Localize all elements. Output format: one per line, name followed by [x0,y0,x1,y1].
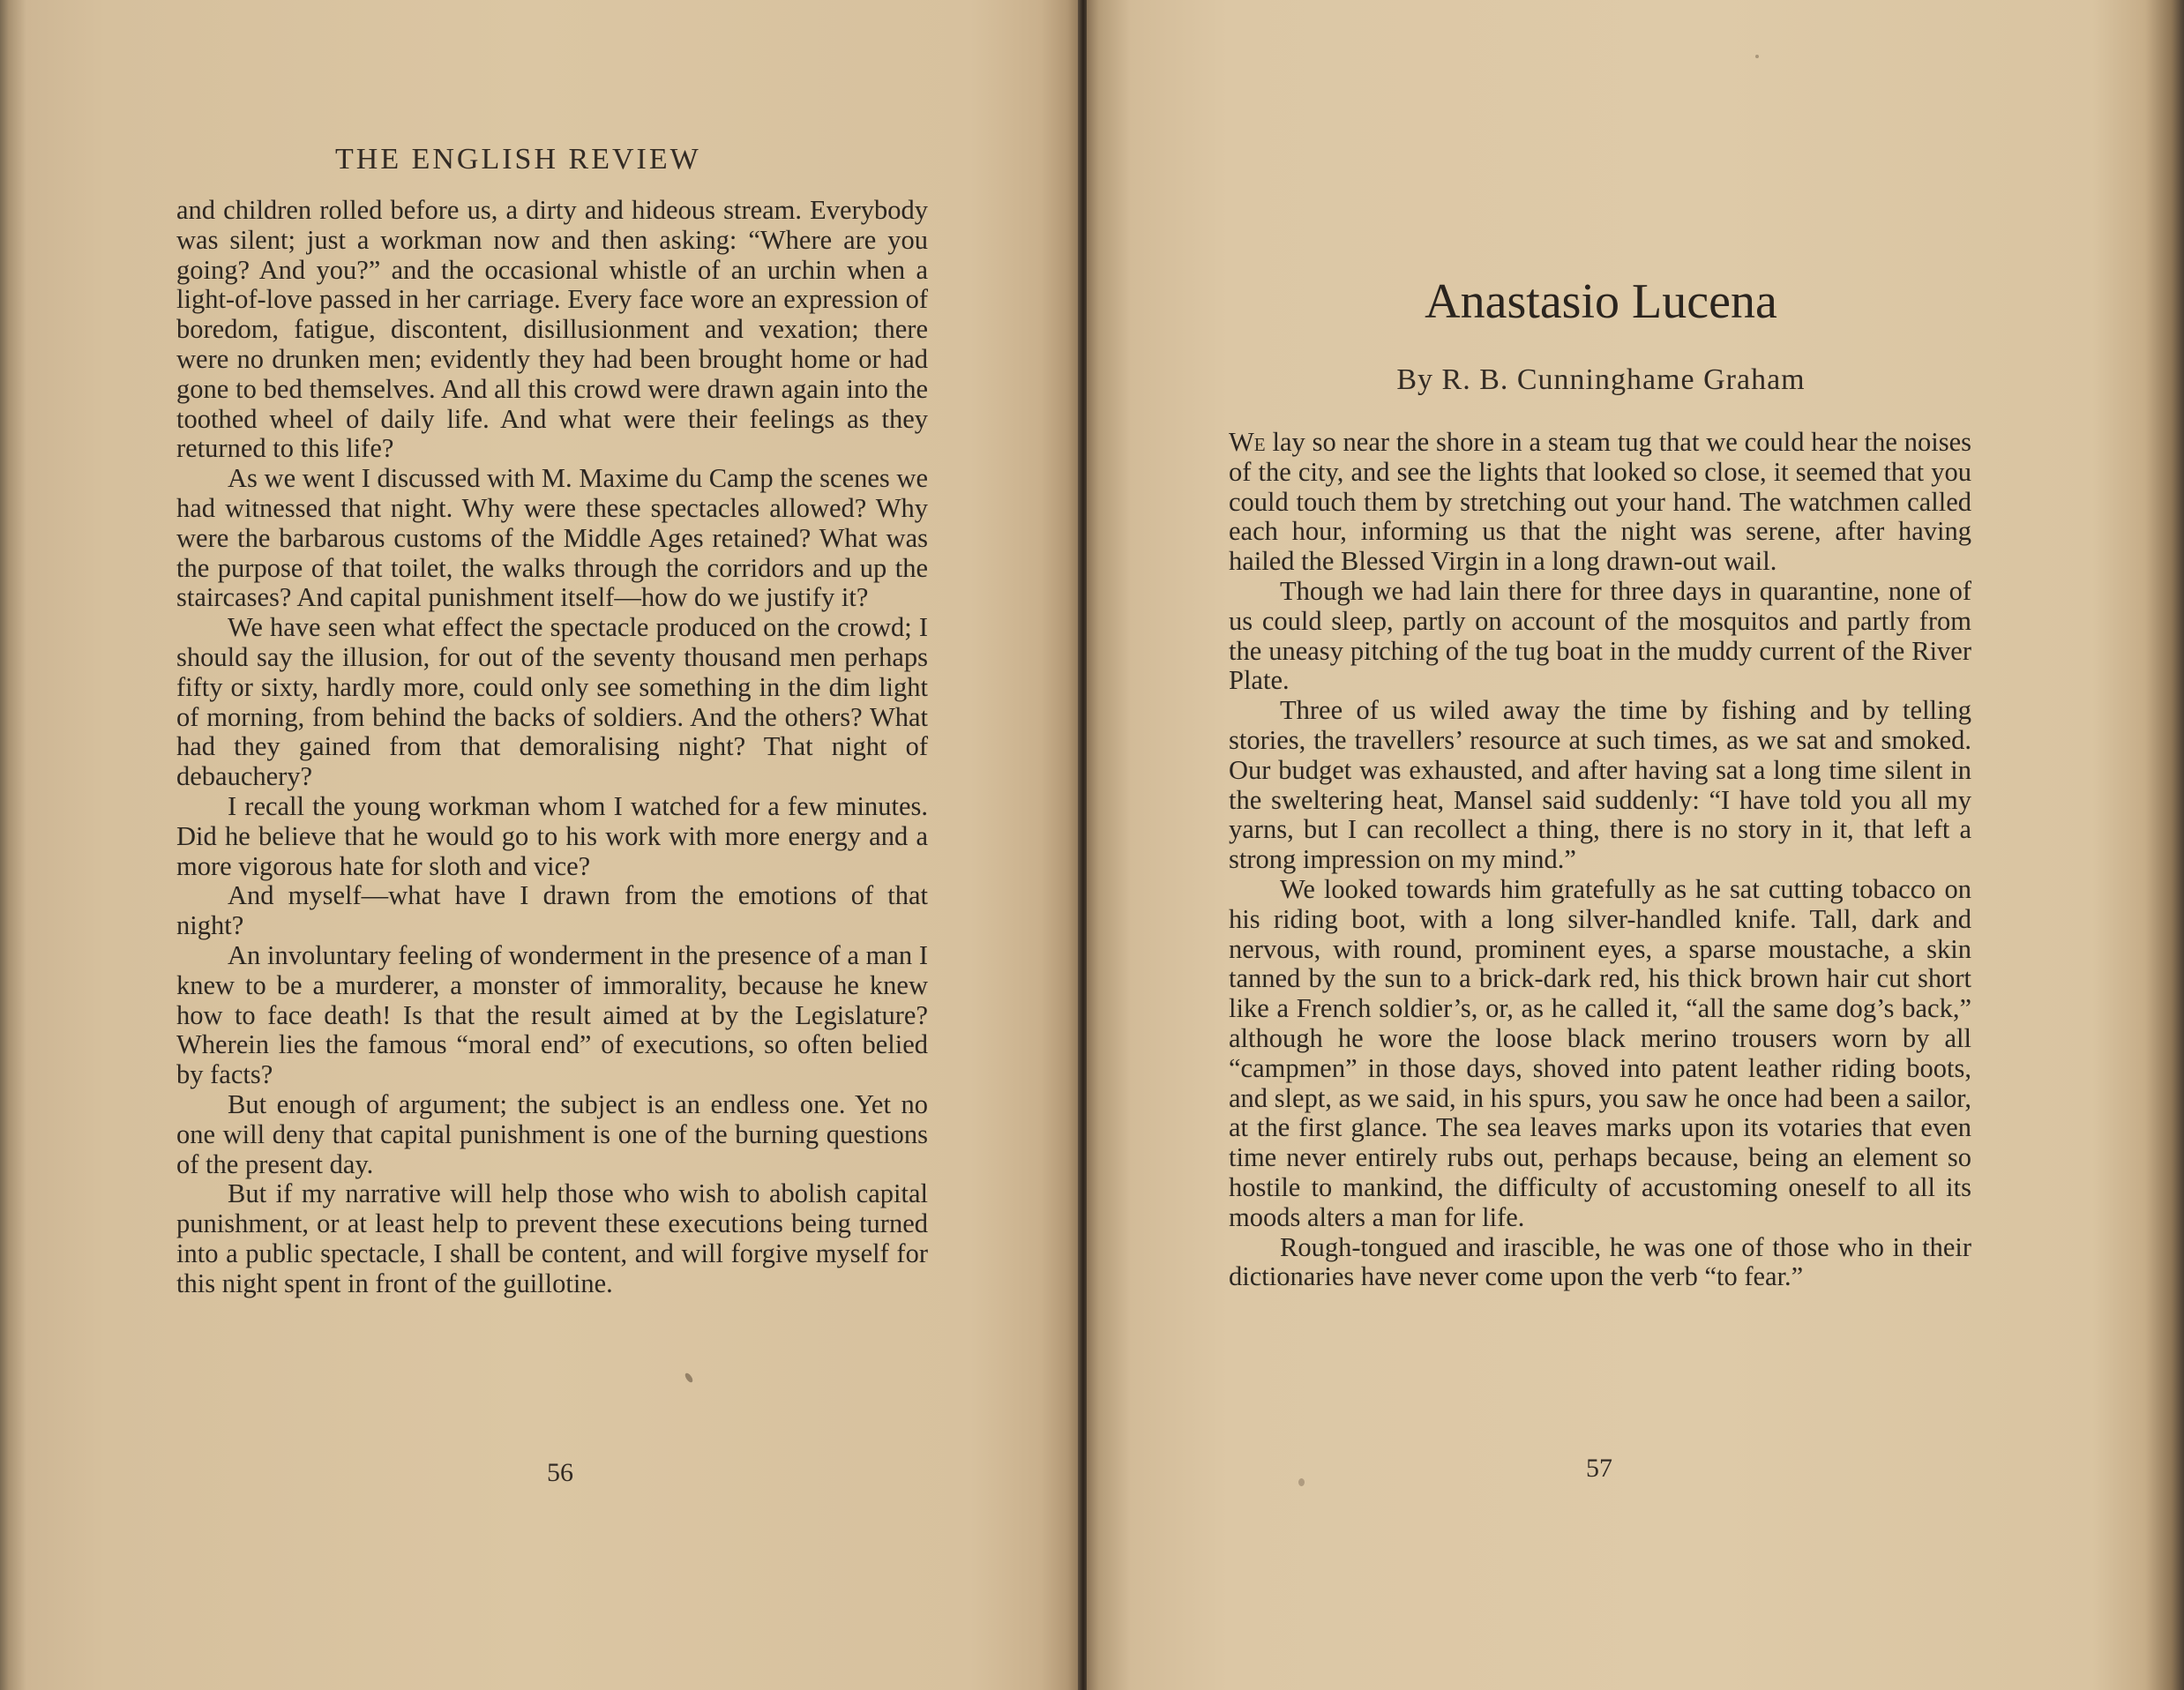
page-number: 57 [1586,1454,1612,1483]
paragraph: But if my narrative will help those who wish to abolish capital punishment, or at least help to prevent these executions being turned into a public spectacle, I shall be content, and will forgive myself for this night spent in front of the guillotine. [176,1178,928,1298]
paragraph: I recall the young workman whom I watched for a few minutes. Did he believe that he would go to his work with more energy and a more vigorous hate for sloth and vice? [176,790,928,881]
paper-speck [1755,55,1759,58]
opening-paragraph [1229,428,1971,577]
running-head: THE ENGLISH REVIEW [335,143,701,176]
paragraph: As we went I discussed with M. Maxime du Camp the scenes we had witnessed that night. Why were these spectacles allowed? Why were the barbarous customs of the Middle Ages retained? What was the purpose of that toilet, the walks through the corridors and up the staircases? And capital punishment itself—how do we justify it? [176,463,928,613]
left-page [0,0,1081,1690]
article-byline: By R. B. Cunninghame Graham [1396,363,1806,396]
opening-word: We [1229,427,1266,457]
paragraph: An involuntary feeling of wonderment in the presence of a man I knew to be a murderer, a monster of immorality, because he knew how to face death! Is that the result aimed at by the Legislature? Wherein lies the famous “moral end” of executions, so often belied by facts? [176,939,928,1090]
paragraph: Three of us wiled away the time by fishing and by telling stories, the travellers’ resource at such times, as we sat and smoked. Our budget was exhausted, and after having sat a long time silent in the sweltering heat, Mansel said suddenly: “I have told you all my yarns, but I can recollect a thing, there is no story in it, that left a strong impression on my mind.” [1229,695,1971,875]
article-title: Anastasio Lucena [1425,274,1777,329]
paragraph: Though we had lain there for three days in quarantine, none of us could sleep, partly on account of the mosquitos and partly from the uneasy pitching of the tug boat in the muddy current of the River Plate. [1229,575,1971,696]
paragraph: We have seen what effect the spectacle produced on the crowd; I should say the illusion, for out of the seventy thousand men perhaps fifty or sixty, hardly more, could only see something in the dim light of morning, from behind the backs of soldiers. And the others? What had they gained from that demoralising night? That night of debauchery? [176,612,928,792]
paragraph: Rough-tongued and irascible, he was one of those who in their dictionaries have never come upon the verb “to fear.” [1229,1231,1971,1292]
opening-text: lay so near the shore in a steam tug that we could hear the noises of the city, and see the lights that looked so close, it seemed that you could touch them by stretching out your hand. The watchmen called each hour, informing us that the night was serene, after having hailed the Blessed Virgin in a long drawn-out wail. [1229,427,1971,577]
paragraph: But enough of argument; the subject is an endless one. Yet no one will deny that capital punishment is one of the burning questions of the present day. [176,1088,928,1179]
ink-speck [684,1372,694,1383]
left-page-body [176,196,928,1298]
paper-speck [1298,1478,1305,1486]
page-number: 56 [547,1458,573,1487]
paragraph: We looked towards him gratefully as he sat cutting tobacco on his riding boot, with a long silver-handled knife. Tall, dark and nervous, with round, prominent eyes, a sparse moustache, a skin tanned by the sun to a brick-dark red, his thick brown hair cut short like a French soldier’s, or, as he called it, “all the same dog’s back,” although he wore the loose black merino trousers worn by all “campmen” in those days, shoved into patent leather riding boots, and slept, as we said, in his spurs, you saw he once had been a sailor, at the first glance. The sea leaves marks upon its votaries that even time never entirely rubs out, perhaps because, being an element so hostile to mankind, the difficulty of accustoming oneself to all its moods alters a man for life. [1229,873,1971,1232]
paragraph: and children rolled before us, a dirty and hideous stream. Everybody was silent; just a workman now and then asking: “Where are you going? And you?” and the occasional whistle of an urchin when a light-of-love passed in her carriage. Every face wore an expression of boredom, fatigue, discontent, disillusionment and vexation; there were no drunken men; evidently they had been brought home or had gone to bed themselves. And all this crowd were drawn again into the toothed wheel of daily life. And what were their feelings as they returned to this life? [176,195,928,464]
paragraph: And myself—what have I drawn from the emotions of that night? [176,880,928,941]
right-page-body [1229,428,1971,1292]
